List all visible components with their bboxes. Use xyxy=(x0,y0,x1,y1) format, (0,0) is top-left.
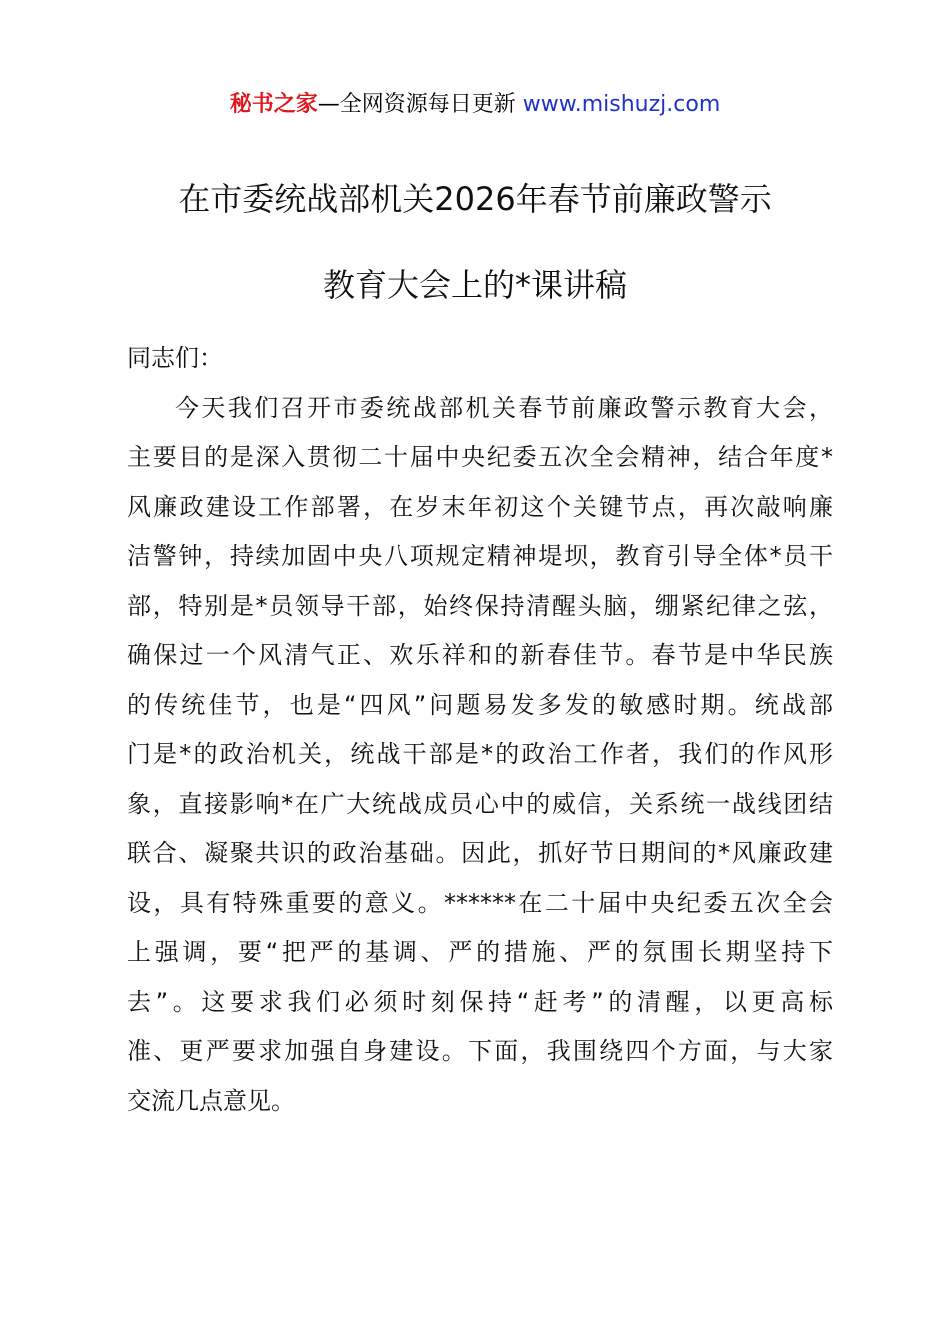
paragraph-line: 的传统佳节，也是“四风”问题易发多发的敏感时期。统战部 xyxy=(127,690,833,719)
intro-paragraph xyxy=(127,384,833,1127)
paragraph-line: 洁警钟，持续加固中央八项规定精神堤坝，教育引导全体*员干 xyxy=(127,542,833,570)
title-line-2: 教育大会上的*课讲稿 xyxy=(322,266,627,304)
paragraph-line: 今天我们召开市委统战部机关春节前廉政警示教育大会， xyxy=(175,393,833,422)
site-header xyxy=(0,88,950,122)
document-body xyxy=(127,334,833,1126)
paragraph-line: 风廉政建设工作部署，在岁末年初这个关键节点，再次敲响廉 xyxy=(127,492,833,521)
paragraph-line: 确保过一个风清气正、欢乐祥和的新春佳节。春节是中华民族 xyxy=(127,641,833,669)
paragraph-line: 设，具有特殊重要的意义。******在二十届中央纪委五次全会 xyxy=(127,888,833,917)
paragraph-line: 象，直接影响*在广大统战成员心中的威信，关系统一战线团结 xyxy=(127,789,833,818)
document-title xyxy=(100,156,850,328)
paragraph-line: 部，特别是*员领导干部，始终保持清醒头脑，绷紧纪律之弦， xyxy=(127,591,833,620)
paragraph-line: 准、更严要求加强自身建设。下面，我围绕四个方面，与大家 xyxy=(127,1037,833,1065)
paragraph-line: 交流几点意见。 xyxy=(127,1086,295,1115)
site-url-link[interactable]: www.mishuzj.com xyxy=(522,92,721,117)
paragraph-line: 联合、凝聚共识的政治基础。因此，抓好节日期间的*风廉政建 xyxy=(127,839,833,867)
paragraph-line: 上强调，要“把严的基调、严的措施、严的氛围长期坚持下 xyxy=(127,938,833,966)
header-tagline: —全网资源每日更新 xyxy=(317,92,523,117)
paragraph-line: 主要目的是深入贯彻二十届中央纪委五次全会精神，结合年度* xyxy=(127,443,833,471)
salutation: 同志们： xyxy=(127,344,223,372)
title-line-1: 在市委统战部机关2026年春节前廉政警示 xyxy=(178,180,772,218)
paragraph-line: 门是*的政治机关，统战干部是*的政治工作者，我们的作风形 xyxy=(127,740,833,768)
brand-name: 秘书之家 xyxy=(229,92,318,117)
paragraph-line: 去”。这要求我们必须时刻保持“赶考”的清醒，以更高标 xyxy=(127,987,833,1016)
